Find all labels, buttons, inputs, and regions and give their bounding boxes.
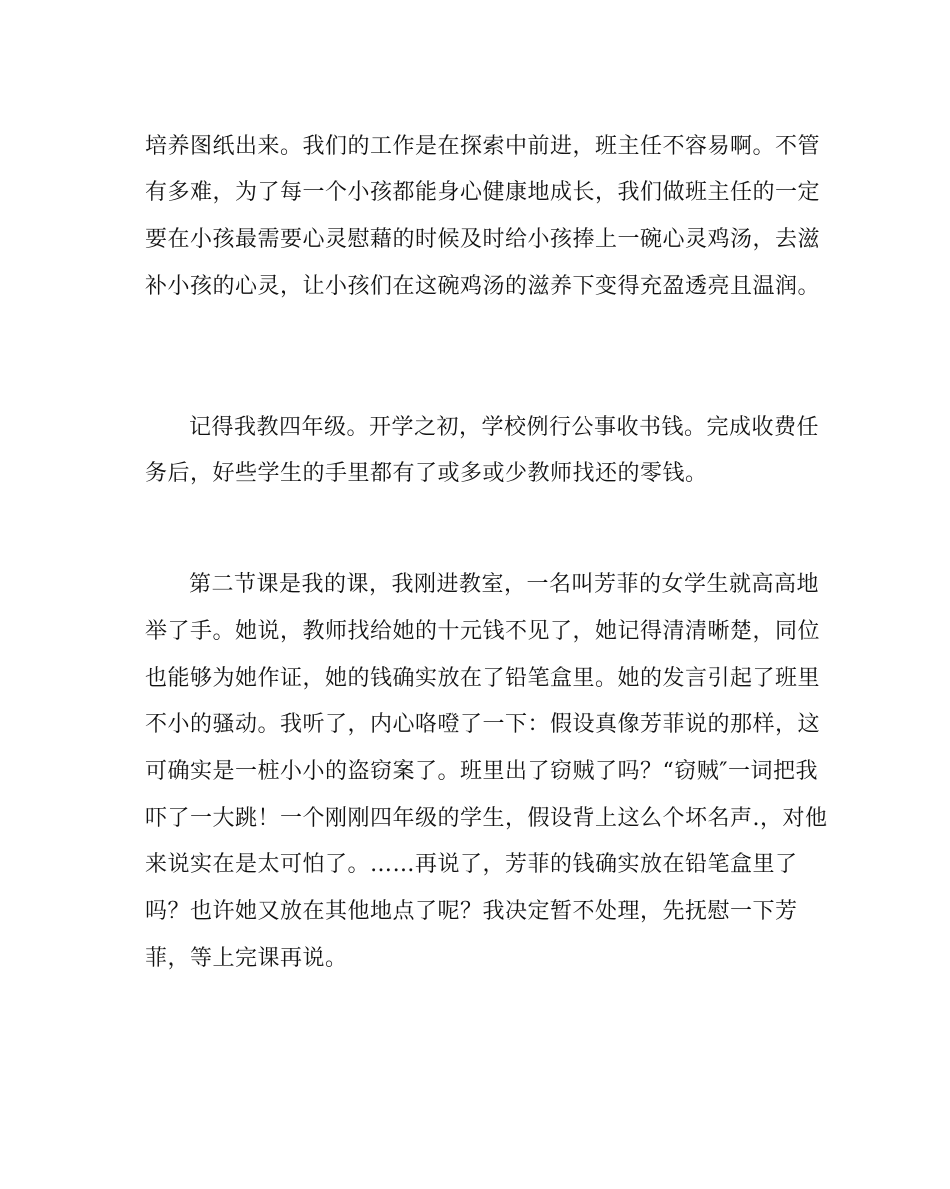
paragraph-3-line-5: 可确实是一桩小小的盗窃案了。班里出了窃贼了吗？“窃贼″一词把我 [145,759,818,784]
paragraph-3-line-4: 不小的骚动。我听了，内心咯噔了一下：假设真像芳菲说的那样，这 [145,712,821,737]
paragraph-3-line-6: 吓了一大跳！一个刚刚四年级的学生，假设背上这么个坏名声.，对他 [145,806,828,831]
paragraph-3-line-1: 第二节课是我的课，我刚进教室，一名叫芳菲的女学生就高高地 [189,572,820,597]
paragraph-1-line-3: 要在小孩最需要心灵慰藉的时候及时给小孩捧上一碗心灵鸡汤，去滋 [145,227,821,252]
paragraph-2-line-2: 务后，好些学生的手里都有了或多或少教师找还的零钱。 [145,461,708,486]
paragraph-3-line-2: 举了手。她说，教师找给她的十元钱不见了，她记得清清晰楚，同位 [145,619,821,644]
paragraph-3-line-8: 吗？也许她又放在其他地点了呢？我决定暂不处理，先抚慰一下芳 [145,899,798,924]
paragraph-3-line-9: 菲，等上完课再说。 [145,946,348,971]
paragraph-1-line-1: 培养图纸出来。我们的工作是在探索中前进，班主任不容易啊。不管 [145,134,821,159]
paragraph-3-line-7: 来说实在是太可怕了。……再说了，芳菲的钱确实放在铅笔盒里了 [145,852,798,877]
paragraph-2-line-1: 记得我教四年级。开学之初，学校例行公事收书钱。完成收费任 [189,415,820,440]
paragraph-3-line-3: 也能够为她作证，她的钱确实放在了铅笔盒里。她的发言引起了班里 [145,666,821,691]
paragraph-1-line-2: 有多难，为了每一个小孩都能身心健康地成长，我们做班主任的一定 [145,180,821,205]
paragraph-1-line-4: 补小孩的心灵，让小孩们在这碗鸡汤的滋养下变得充盈透亮且温润。 [145,274,821,299]
